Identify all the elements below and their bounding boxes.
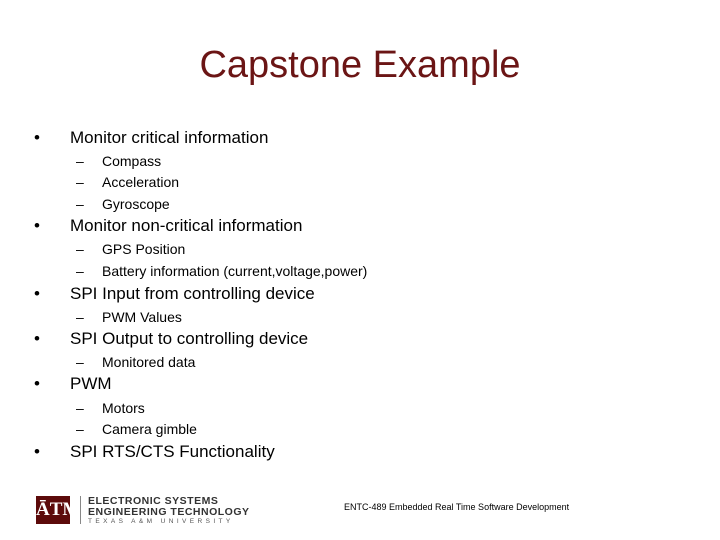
sub-bullet-item — [76, 400, 145, 416]
logo-text-line3: TEXAS A&M UNIVERSITY — [88, 518, 234, 525]
sub-bullet-text: Camera gimble — [102, 421, 197, 437]
bullet-item — [34, 284, 315, 304]
sub-bullet-item — [76, 196, 170, 212]
sub-bullet-item — [76, 309, 182, 325]
bullet-glyph: • — [34, 442, 40, 461]
sub-bullet-item — [76, 241, 185, 257]
bullet-item — [34, 442, 275, 462]
logo-divider — [80, 496, 81, 524]
sub-bullet-text: Motors — [102, 400, 145, 416]
bullet-item — [34, 128, 268, 148]
sub-bullet-glyph: – — [76, 241, 84, 257]
tamu-logo — [36, 494, 266, 528]
bullet-item — [34, 216, 302, 236]
sub-bullet-text: GPS Position — [102, 241, 186, 257]
course-footer: ENTC-489 Embedded Real Time Software Development — [344, 502, 570, 512]
logo-text-line2: ENGINEERING TECHNOLOGY — [88, 506, 250, 518]
sub-bullet-text: Gyroscope — [102, 196, 170, 212]
bullet-glyph: • — [34, 284, 40, 303]
bullet-text: SPI Output to controlling device — [70, 329, 309, 348]
sub-bullet-glyph: – — [76, 309, 84, 325]
bullet-glyph: • — [34, 329, 40, 348]
bullet-text: Monitor critical information — [70, 128, 269, 147]
sub-bullet-text: Compass — [102, 153, 162, 169]
sub-bullet-text: Battery information (current,voltage,power) — [102, 263, 368, 279]
bullet-text: SPI Input from controlling device — [70, 284, 315, 303]
slide-title: Capstone Example — [199, 44, 521, 86]
logo-text-line1: ELECTRONIC SYSTEMS — [88, 495, 219, 507]
bullet-glyph: • — [34, 128, 40, 147]
sub-bullet-glyph: – — [76, 196, 84, 212]
sub-bullet-glyph: – — [76, 421, 84, 437]
sub-bullet-item — [76, 174, 179, 190]
sub-bullet-item — [76, 354, 195, 370]
sub-bullet-item — [76, 153, 161, 169]
bullet-text: Monitor non-critical information — [70, 216, 303, 235]
bullet-item — [34, 329, 308, 349]
bullet-glyph: • — [34, 374, 40, 393]
sub-bullet-text: Acceleration — [102, 174, 180, 190]
sub-bullet-glyph: – — [76, 153, 84, 169]
sub-bullet-glyph: – — [76, 174, 84, 190]
bullet-text: PWM — [70, 374, 112, 393]
bullet-glyph: • — [34, 216, 40, 235]
sub-bullet-text: Monitored data — [102, 354, 196, 370]
sub-bullet-item — [76, 263, 367, 279]
sub-bullet-glyph: – — [76, 354, 84, 370]
tamu-mark-icon: ĀTM — [36, 496, 70, 524]
sub-bullet-glyph: – — [76, 400, 84, 416]
sub-bullet-text: PWM Values — [102, 309, 182, 325]
sub-bullet-glyph: – — [76, 263, 84, 279]
bullet-item — [34, 374, 112, 394]
sub-bullet-item — [76, 421, 197, 437]
bullet-text: SPI RTS/CTS Functionality — [70, 442, 275, 461]
